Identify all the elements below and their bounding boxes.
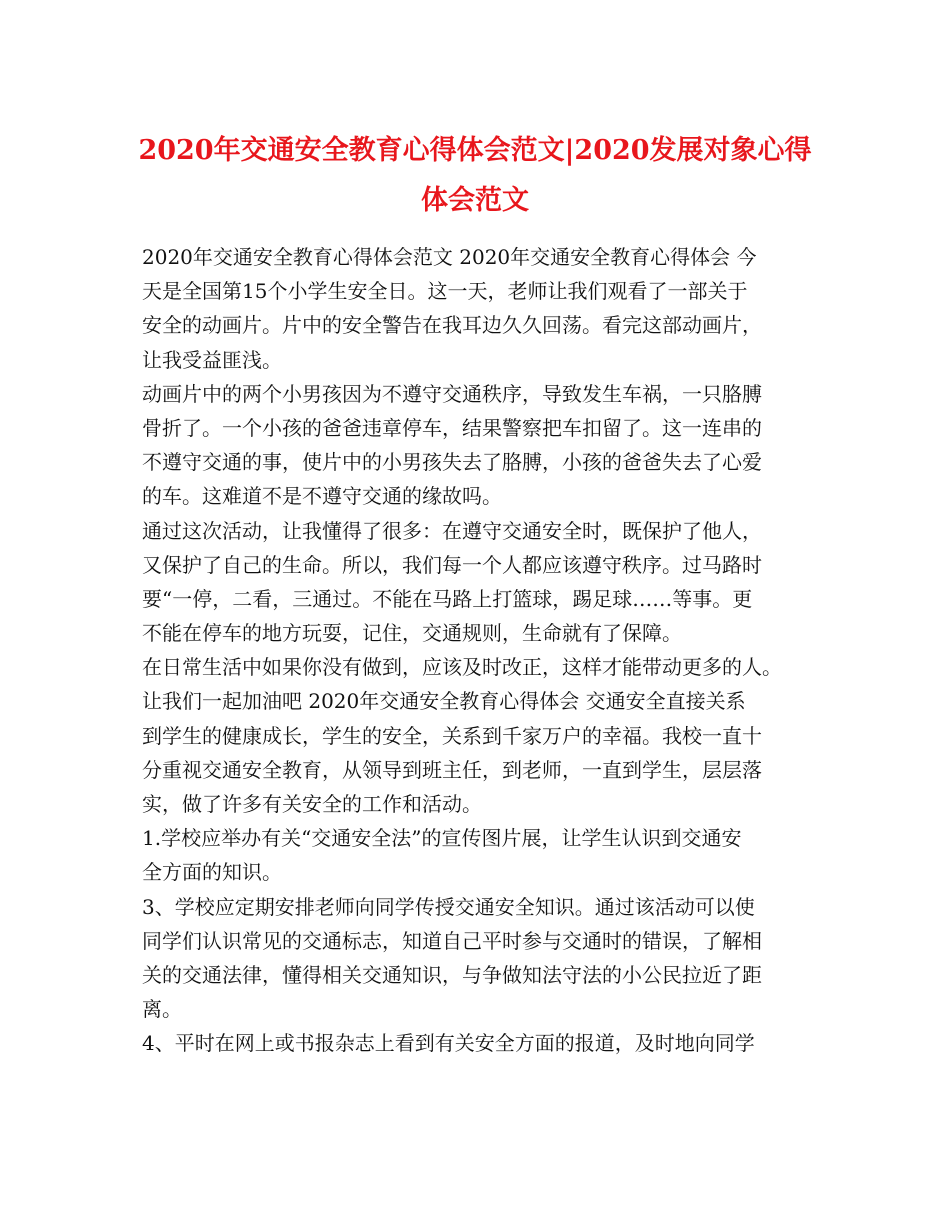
body-line: 4、平时在网上或书报杂志上看到有关安全方面的报道，及时地向同学 [142,1031,755,1056]
body-line: 同学们认识常见的交通标志，知道自己平时参与交通时的错误，了解相 [142,928,762,953]
document-title [100,126,850,226]
body-line: 天是全国第15个小学生安全日。这一天，老师让我们观看了一部关于 [142,279,748,304]
body-line: 要“一停，二看，三通过。不能在马路上打篮球，踢足球……等事。更 [142,586,753,611]
body-line: 让我受益匪浅。 [142,347,282,372]
body-line: 又保护了自己的生命。所以，我们每一个人都应该遵守秩序。过马路时 [142,552,762,577]
body-line: 分重视交通安全教育，从领导到班主任，到老师，一直到学生，层层落 [142,757,762,782]
document-body [142,240,814,1061]
body-line: 2020年交通安全教育心得体会范文 2020年交通安全教育心得体会 今 [142,245,757,269]
body-line: 的车。这难道不是不遵守交通的缘故吗。 [142,484,502,509]
body-line: 离。 [142,997,182,1022]
body-line: 让我们一起加油吧 2020年交通安全教育心得体会 交通安全直接关系 [142,689,746,714]
body-line: 通过这次活动，让我懂得了很多：在遵守交通安全时，既保护了他人， [142,518,762,543]
body-line: 实，做了许多有关安全的工作和活动。 [142,792,482,816]
body-line: 1.学校应举办有关“交通安全法”的宣传图片展，让学生认识到交通安 [142,826,742,851]
title-line-2: 体会范文 [421,185,529,216]
body-line: 3、学校应定期安排老师向同学传授交通安全知识。通过该活动可以使 [142,894,755,919]
body-line: 到学生的健康成长，学生的安全，关系到千家万户的幸福。我校一直十 [142,723,762,748]
body-line: 不能在停车的地方玩耍，记住，交通规则，生命就有了保障。 [142,621,682,646]
title-line-1: 2020年交通安全教育心得体会范文|2020发展对象心得 [138,135,812,166]
body-line: 关的交通法律，懂得相关交通知识，与争做知法守法的小公民拉近了距 [142,962,762,987]
body-line: 不遵守交通的事，使片中的小男孩失去了胳膊，小孩的爸爸失去了心爱 [142,450,762,475]
body-line: 全方面的知识。 [142,860,282,885]
body-line: 安全的动画片。片中的安全警告在我耳边久久回荡。看完这部动画片， [142,313,762,338]
body-line: 骨折了。一个小孩的爸爸违章停车，结果警察把车扣留了。这一连串的 [142,415,762,440]
body-line: 在日常生活中如果你没有做到，应该及时改正，这样才能带动更多的人。 [142,655,782,680]
body-line: 动画片中的两个小男孩因为不遵守交通秩序，导致发生车祸，一只胳膊 [142,381,762,406]
